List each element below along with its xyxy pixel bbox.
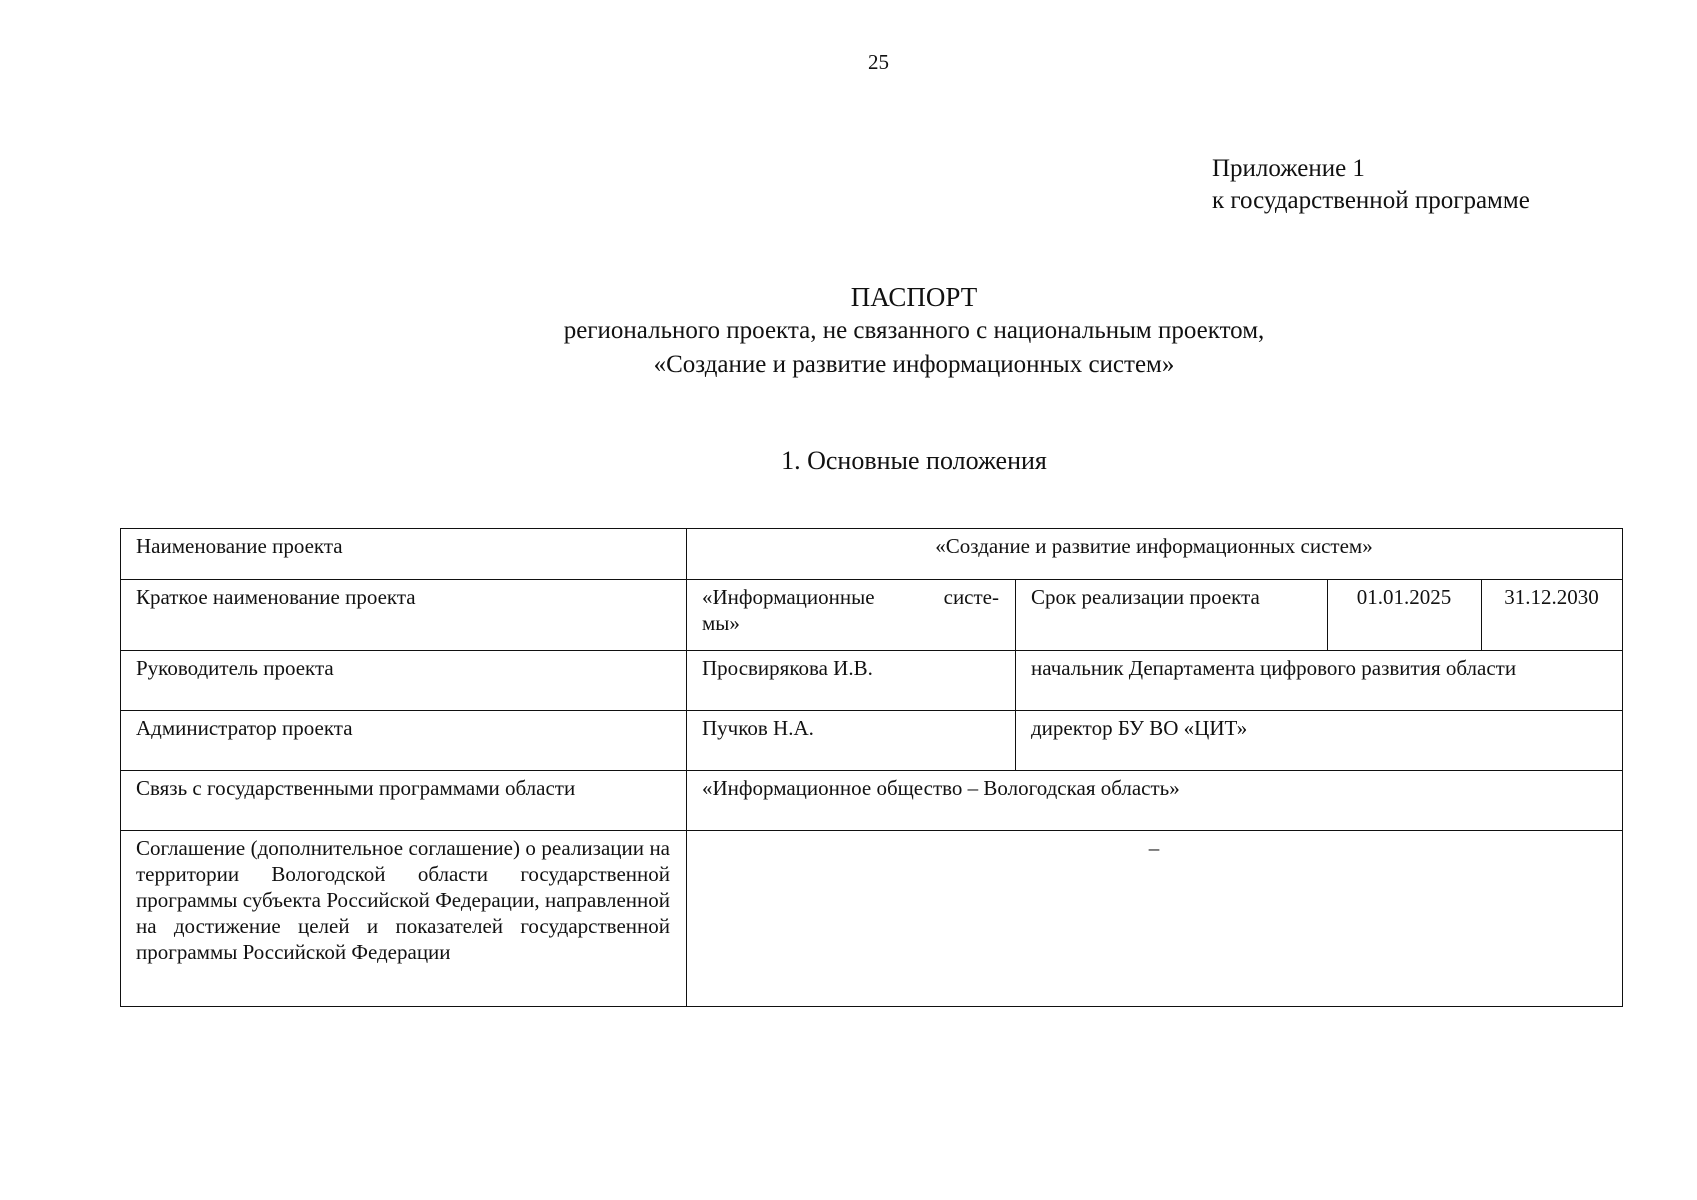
table-row-project-head: [121, 651, 1623, 711]
short-name-label: Краткое наименование проекта: [121, 580, 687, 651]
agreement-value: –: [687, 831, 1623, 1007]
appendix-line-2: к государственной программе: [1212, 187, 1530, 214]
document-subtitle-line-2: «Создание и развитие информационных систем»: [653, 351, 1175, 378]
project-head-label: Руководитель проекта: [121, 651, 687, 711]
start-date: 01.01.2025: [1328, 580, 1482, 651]
document-subtitle-line-1: регионального проекта, не связанного с национальным проектом,: [563, 317, 1265, 344]
project-head-position: начальник Департамента цифрового развития области: [1016, 651, 1623, 711]
program-link-label: Связь с государственными программами области: [121, 771, 687, 831]
project-admin-name: Пучков Н.А.: [687, 711, 1016, 771]
appendix-note: [1212, 153, 1530, 217]
agreement-label: Соглашение (дополнительное соглашение) о реализации на территории Вологодской области государственной программы субъекта Российской Федерации, направленной на достижение целей и показателей государственной программы Российской Федерации: [121, 831, 687, 1007]
table-row-program-link: [121, 771, 1623, 831]
short-name-value-line-1: «Информационные систе-: [702, 585, 999, 609]
end-date: 31.12.2030: [1482, 580, 1623, 651]
project-name-value: «Создание и развитие информационных систем»: [687, 529, 1623, 580]
term-label: Срок реализации проекта: [1016, 580, 1328, 651]
document-type: ПАСПОРТ: [850, 282, 978, 312]
project-name-label: Наименование проекта: [121, 529, 687, 580]
passport-table: [120, 528, 1623, 1007]
page-number: 25: [868, 50, 889, 74]
table-row-project-name: [121, 529, 1623, 580]
short-name-value: [687, 580, 1016, 651]
short-name-value-line-2: мы»: [702, 611, 740, 635]
project-admin-position: директор БУ ВО «ЦИТ»: [1016, 711, 1623, 771]
document-title: [0, 280, 1697, 382]
appendix-line-1: Приложение 1: [1212, 155, 1365, 182]
table-row-short-name: [121, 580, 1623, 651]
table-row-agreement: [121, 831, 1623, 1007]
project-admin-label: Администратор проекта: [121, 711, 687, 771]
project-head-name: Просвирякова И.В.: [687, 651, 1016, 711]
section-heading: 1. Основные положения: [781, 446, 1047, 475]
program-link-value: «Информационное общество – Вологодская область»: [687, 771, 1623, 831]
table-row-project-admin: [121, 711, 1623, 771]
